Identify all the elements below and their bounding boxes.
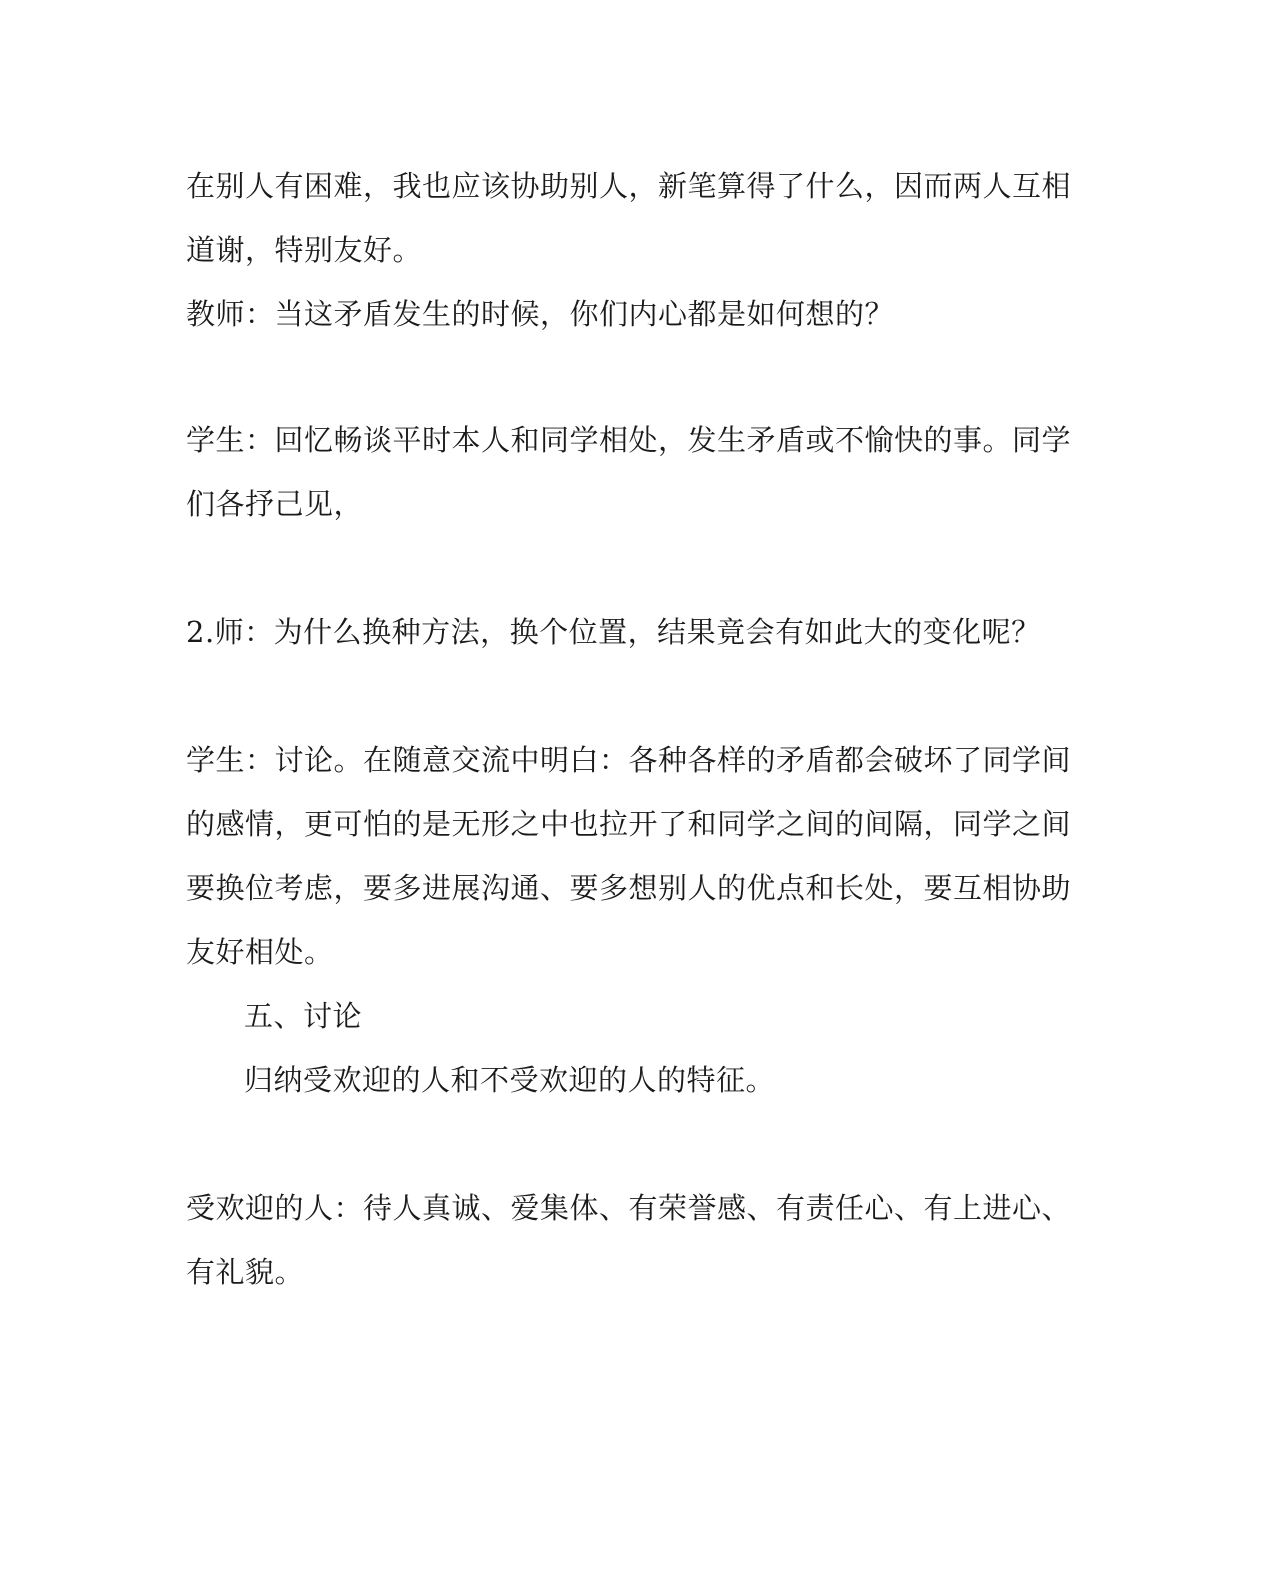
paragraph-line: 学生：讨论。在随意交流中明白：各种各样的矛盾都会破坏了同学间: [186, 743, 1072, 777]
paragraph-line: 教师：当这矛盾发生的时候，你们内心都是如何想的？: [186, 297, 895, 331]
paragraph-line: 有礼貌。: [186, 1255, 305, 1289]
paragraph-line: 在别人有困难，我也应该协助别人，新笔算得了什么，因而两人互相: [186, 169, 1072, 203]
paragraph-line: 友好相处。: [186, 935, 334, 969]
paragraph-line: 受欢迎的人：待人真诚、爱集体、有荣誉感、有责任心、有上进心、: [186, 1191, 1072, 1225]
section-heading: 五、讨论: [244, 999, 363, 1033]
paragraph-line: 道谢，特别友好。: [186, 233, 423, 267]
paragraph-line: 学生：回忆畅谈平时本人和同学相处，发生矛盾或不愉快的事。同学: [186, 423, 1072, 457]
paragraph-line: 2.师：为什么换种方法，换个位置，结果竟会有如此大的变化呢？: [186, 615, 1041, 649]
paragraph-line: 要换位考虑，要多进展沟通、要多想别人的优点和长处，要互相协助: [186, 871, 1072, 905]
paragraph-line: 的感情，更可怕的是无形之中也拉开了和同学之间的间隔，同学之间: [186, 807, 1072, 841]
paragraph-line: 归纳受欢迎的人和不受欢迎的人的特征。: [244, 1063, 776, 1097]
paragraph-line: 们各抒己见，: [186, 487, 364, 521]
